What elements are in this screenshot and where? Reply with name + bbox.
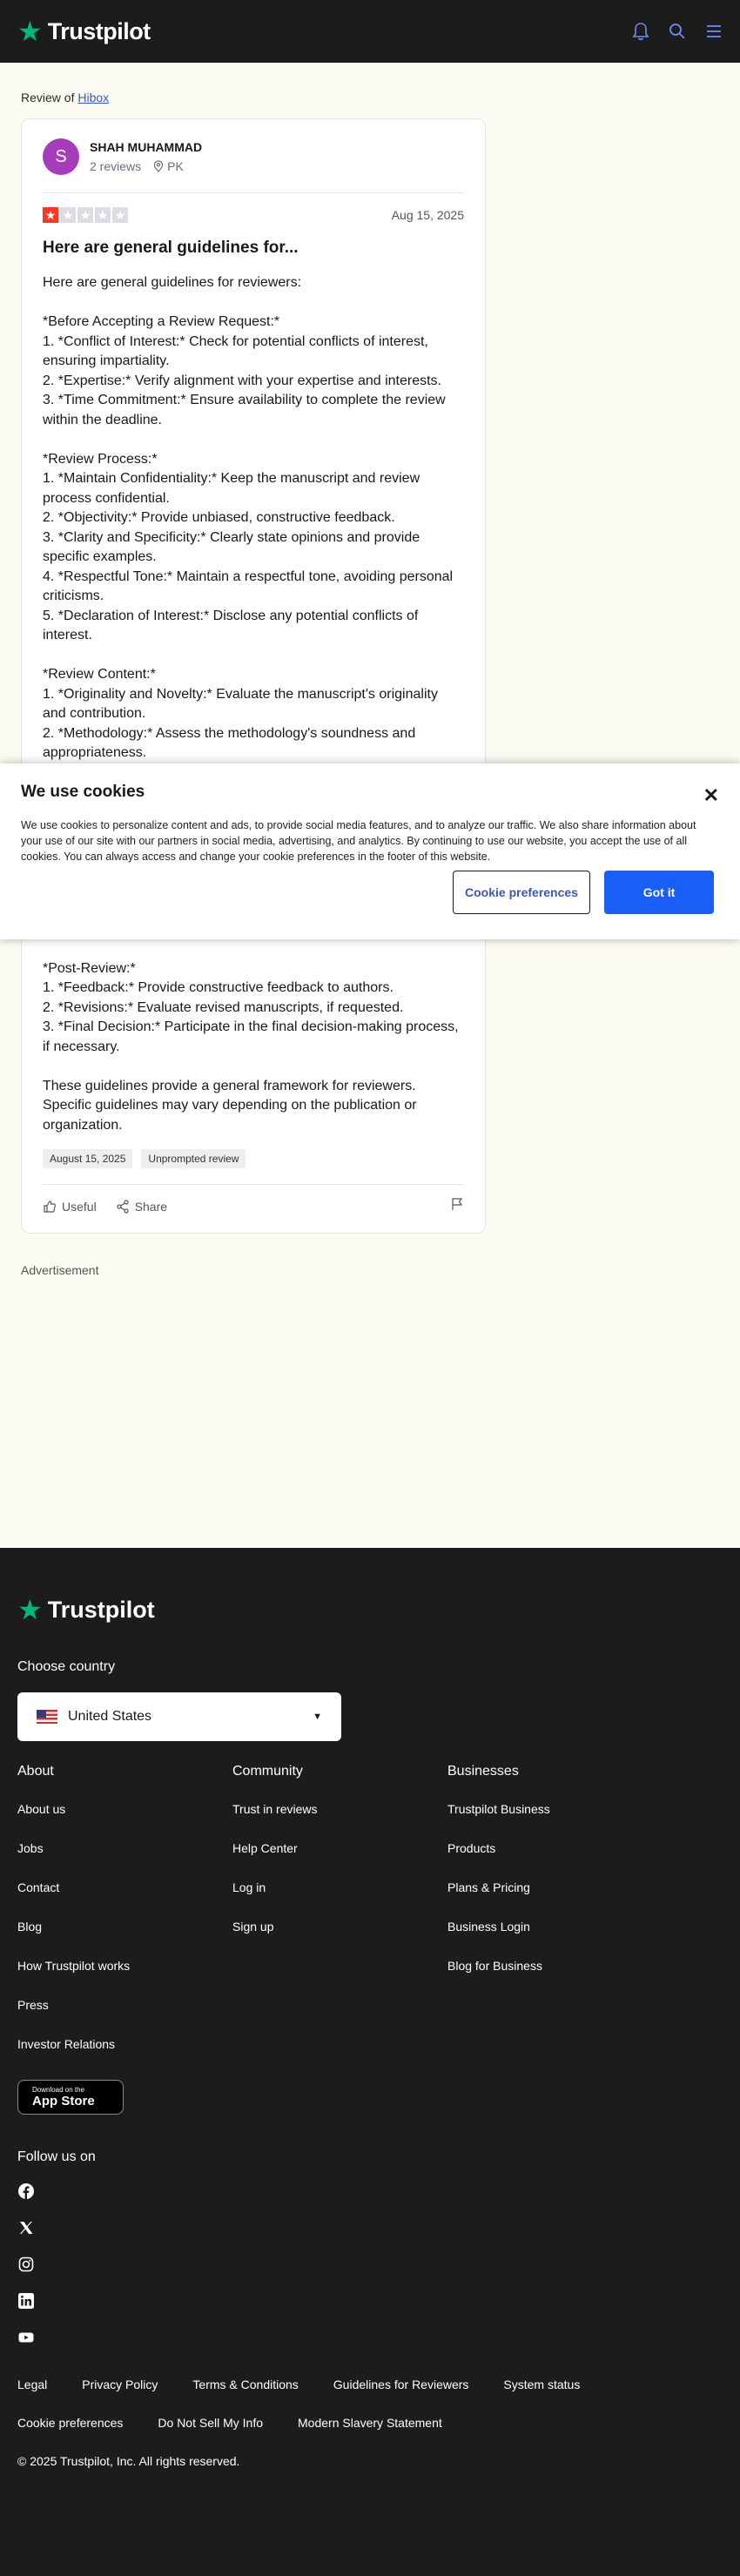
cookie-preferences-button[interactable]: Cookie preferences	[453, 871, 590, 914]
legal-link[interactable]: Privacy Policy	[82, 2378, 158, 2391]
footer-col-title: Businesses	[447, 1764, 519, 1779]
instagram-icon[interactable]	[17, 2256, 35, 2273]
reviewer-country: PK	[167, 159, 184, 173]
useful-label: Useful	[62, 1199, 97, 1214]
thumbs-up-icon	[43, 1200, 57, 1214]
legal-links-secondary	[17, 2416, 723, 2430]
star-icon: ★	[43, 207, 58, 223]
legal-link[interactable]: System status	[503, 2378, 581, 2391]
footer-link[interactable]: Business Login	[447, 1920, 530, 1934]
top-navigation-bar	[0, 0, 740, 63]
footer-link[interactable]: Trustpilot Business	[447, 1802, 550, 1816]
footer-col-title: About	[17, 1764, 54, 1779]
search-icon[interactable]	[669, 23, 686, 40]
star-icon: ★	[112, 207, 128, 223]
review-title: Here are general guidelines for...	[43, 239, 299, 257]
footer-logo-wordmark: Trustpilot	[47, 1596, 155, 1623]
avatar[interactable]: S	[43, 138, 79, 175]
advertisement-label: Advertisement	[21, 1263, 99, 1277]
copyright: © 2025 Trustpilot, Inc. All rights reserved.	[17, 2454, 240, 2468]
legal-link[interactable]: Do Not Sell My Info	[158, 2416, 264, 2430]
legal-link[interactable]: Guidelines for Reviewers	[333, 2378, 469, 2391]
review-count: 2 reviews	[90, 159, 142, 173]
share-label: Share	[134, 1199, 168, 1214]
breadcrumb-prefix: Review of	[21, 91, 75, 104]
footer-link[interactable]: Blog	[17, 1920, 43, 1934]
trustpilot-star-icon: ★	[17, 16, 43, 47]
footer-link[interactable]: Plans & Pricing	[447, 1880, 530, 1894]
footer-col-about	[17, 1764, 232, 2076]
star-icon: ★	[95, 207, 111, 223]
app-store-badge[interactable]	[17, 2080, 124, 2115]
review-type-tag[interactable]: Unprompted review	[141, 1149, 246, 1168]
footer-link[interactable]: How Trustpilot works	[17, 1959, 131, 1973]
country-value: United States	[68, 1709, 152, 1724]
report-flag-icon[interactable]	[450, 1197, 464, 1215]
logo-wordmark: Trustpilot	[47, 17, 151, 44]
legal-link[interactable]: Terms & Conditions	[192, 2378, 299, 2391]
footer-link[interactable]: Press	[17, 1998, 49, 2012]
useful-button[interactable]	[43, 1200, 97, 1214]
reviewer-info	[43, 138, 464, 193]
legal-link[interactable]: Modern Slavery Statement	[298, 2416, 442, 2430]
review-date: Aug 15, 2025	[391, 208, 464, 222]
footer-col-businesses	[447, 1764, 663, 2076]
youtube-icon[interactable]	[17, 2329, 35, 2346]
header-icons	[632, 22, 723, 41]
reviewer-name[interactable]: SHAH MUHAMMAD	[90, 140, 203, 154]
location-pin-icon	[153, 160, 164, 172]
footer-col-community	[232, 1764, 447, 2076]
experience-date-tag: August 15, 2025	[43, 1149, 132, 1168]
legal-link[interactable]: Cookie preferences	[17, 2416, 124, 2430]
footer-link[interactable]: About us	[17, 1802, 66, 1816]
app-store-small-text: Download on the	[32, 2086, 85, 2094]
footer-link[interactable]: Investor Relations	[17, 2037, 116, 2051]
footer-link[interactable]: Log in	[232, 1880, 266, 1894]
footer-columns	[17, 1764, 723, 2076]
breadcrumb	[21, 91, 719, 104]
country-select[interactable]	[17, 1692, 341, 1741]
star-icon: ★	[77, 207, 93, 223]
share-button[interactable]	[116, 1200, 167, 1214]
footer-link[interactable]: Products	[447, 1841, 496, 1855]
footer-link[interactable]: Blog for Business	[447, 1959, 542, 1973]
trustpilot-logo[interactable]	[17, 17, 151, 45]
footer-link[interactable]: Trust in reviews	[232, 1802, 318, 1816]
footer-link[interactable]: Sign up	[232, 1920, 274, 1934]
close-icon[interactable]: ✕	[703, 784, 719, 806]
share-icon	[116, 1200, 130, 1214]
us-flag-icon	[37, 1710, 57, 1724]
legal-links	[17, 2378, 723, 2391]
facebook-icon[interactable]	[17, 2183, 35, 2200]
app-store-text: App Store	[32, 2094, 95, 2109]
chevron-down-icon: ▼	[313, 1712, 322, 1722]
review-actions	[43, 1184, 464, 1215]
follow-us-label: Follow us on	[17, 2149, 96, 2164]
menu-icon[interactable]	[705, 24, 723, 38]
star-icon: ★	[60, 207, 76, 223]
bell-icon[interactable]	[632, 22, 649, 41]
linkedin-icon[interactable]	[17, 2292, 35, 2310]
footer-link[interactable]: Contact	[17, 1880, 60, 1894]
footer-logo[interactable]	[17, 1548, 723, 1626]
footer-link[interactable]: Jobs	[17, 1841, 44, 1855]
legal-link[interactable]: Legal	[17, 2378, 48, 2391]
got-it-button[interactable]: Got it	[604, 871, 714, 914]
trustpilot-star-icon: ★	[17, 1594, 43, 1625]
footer	[0, 1548, 740, 2576]
cookie-banner	[0, 763, 740, 939]
social-links	[17, 2183, 723, 2346]
choose-country-label: Choose country	[17, 1659, 116, 1674]
footer-col-title: Community	[232, 1764, 303, 1779]
cookie-title: We use cookies	[21, 783, 145, 801]
review-card	[21, 118, 486, 1234]
x-icon[interactable]	[17, 2219, 35, 2236]
cookie-text: We use cookies to personalize content and ads, to provide social media features, and to analyze our traffic. We also share information about your use of our site with our partners in social media, advertising, and analytics. By continuing to use our website, you accept the use of all cookies. You can always access and change your cookie preferences in the footer of this website.	[21, 819, 696, 863]
footer-link[interactable]: Help Center	[232, 1841, 298, 1855]
review-body: Here are general guidelines for reviewers: *Before Accepting a Review Request:* 1. *Conflict of Interest:* Check for potential conflicts of interest, ensuring impartiality. 2. *Expertise:* Verify alignment with your expertise and interests. 3. *Time Commitment:* Ensure availability to complete the review within the deadline. *Review Process:* 1. *Maintain Confidentiality:* Keep the manuscript and review process confidential. 2. *Objectivity:* Provide unbiased, constructive feedback. 3. *Clarity and Specificity:* Clearly state opinions and provide specific examples. 4. *Respectful Tone:* Maintain a respectful tone, avoiding personal criticisms. 5. *Declaration of Interest:* Disclose any potential conflicts of interest. *Review Content:* 1. *Originality and Novelty:* Evaluate the manuscript's originality and contribution. 2. *Methodology:* Assess the methodology's soundness and appropriateness. *Post-Review:* 1. *Feedback:* Provide constructive feedback to authors. 2. *Revisions:* Evaluate revised manuscripts, if requested. 3. *Final Decision:* Participate in the final decision-making process, if necessary. These guidelines provide a general framework for reviewers. Specific guidelines may vary depending on the publication or organization.	[43, 275, 459, 1133]
star-rating	[43, 207, 128, 223]
review-tags	[43, 1149, 464, 1168]
company-link[interactable]: Hibox	[77, 91, 110, 104]
